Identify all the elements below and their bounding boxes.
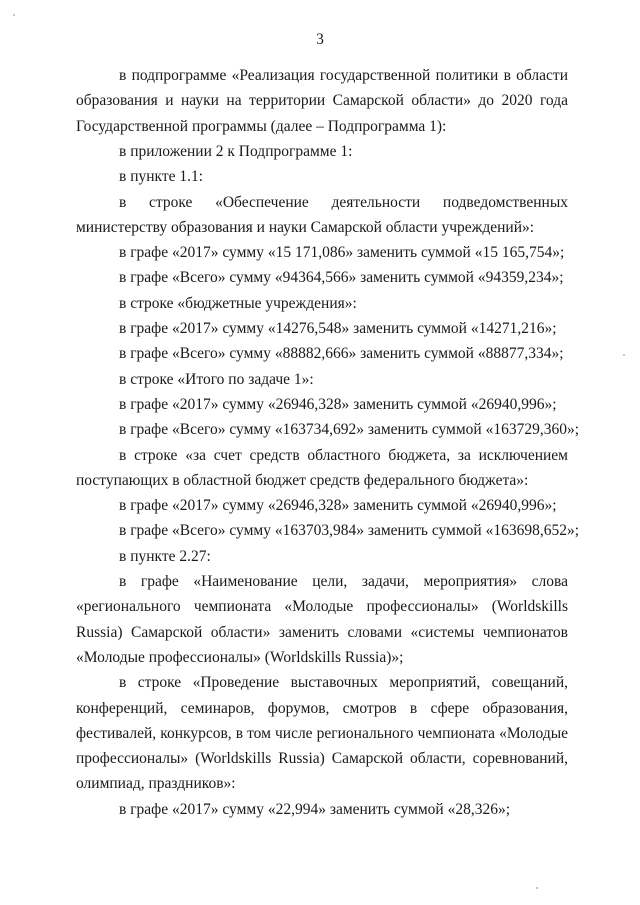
text-line: в строке «бюджетные учреждения»: xyxy=(119,294,357,312)
text-line: поступающих в областной бюджет средств федерального бюджета»: xyxy=(76,471,529,489)
text-line: в графе «Всего» сумму «163703,984» заменить суммой «163698,652»; xyxy=(119,522,580,540)
text-line: конференций, семинаров, форумов, смотров в сфере образования, xyxy=(76,699,568,717)
text-line: фестивалей, конкурсов, в том числе регионального чемпионата «Молодые xyxy=(76,724,568,742)
text-line: в графе «Наименование цели, задачи, мероприятия» слова xyxy=(119,573,568,590)
text-line: «регионального чемпионата «Молодые профессионалы» (Worldskills xyxy=(76,598,568,616)
text-line: в графе «Всего» сумму «163734,692» заменить суммой «163729,360»; xyxy=(119,421,580,439)
text-line: в графе «2017» сумму «22,994» заменить суммой «28,326»; xyxy=(119,800,511,818)
text-line: в подпрограмме «Реализация государственной политики в области xyxy=(119,67,568,84)
scan-speck xyxy=(623,354,625,356)
text-line: в строке «Проведение выставочных мероприятий, совещаний, xyxy=(119,674,568,692)
text-line: министерству образования и науки Самарской области учреждений»: xyxy=(76,218,535,236)
text-line: в графе «Всего» сумму «94364,566» заменить суммой «94359,234»; xyxy=(119,269,564,287)
text-line: профессионалы» (Worldskills Russia) Самарской области, соревнований, xyxy=(76,750,568,768)
text-line: олимпиад, праздников»: xyxy=(76,775,236,793)
page-number: 3 xyxy=(316,31,324,48)
text-line: в строке «Итого по задаче 1»: xyxy=(119,370,314,388)
text-line: в строке «за счет средств областного бюджета, за исключением xyxy=(119,446,568,464)
text-line: в графе «2017» сумму «26946,328» заменить суммой «26940,996»; xyxy=(119,395,557,413)
text-line: в строке «Обеспечение деятельности подведомственных xyxy=(119,193,568,211)
scan-speck xyxy=(536,887,538,889)
text-line: образования и науки на территории Самарской области» до 2020 года xyxy=(76,92,568,110)
text-line: в пункте 1.1: xyxy=(119,168,204,186)
text-line: в пункте 2.27: xyxy=(119,547,211,565)
scan-speck xyxy=(13,14,15,16)
text-line: в графе «2017» сумму «15 171,086» заменить суммой «15 165,754»; xyxy=(119,244,565,262)
text-line: в графе «2017» сумму «14276,548» заменить суммой «14271,216»; xyxy=(119,320,557,337)
text-line: Государственной программы (далее – Подпрограмма 1): xyxy=(76,117,447,135)
text-line: Russia) Самарской области» заменить словами «системы чемпионатов xyxy=(76,623,568,641)
text-line: в графе «2017» сумму «26946,328» заменить суммой «26940,996»; xyxy=(119,497,557,515)
text-line: в графе «Всего» сумму «88882,666» заменить суммой «88877,334»; xyxy=(119,345,564,363)
text-line: «Молодые профессионалы» (Worldskills Russia)»; xyxy=(76,648,404,666)
text-line: в приложении 2 к Подпрограмме 1: xyxy=(119,142,353,160)
